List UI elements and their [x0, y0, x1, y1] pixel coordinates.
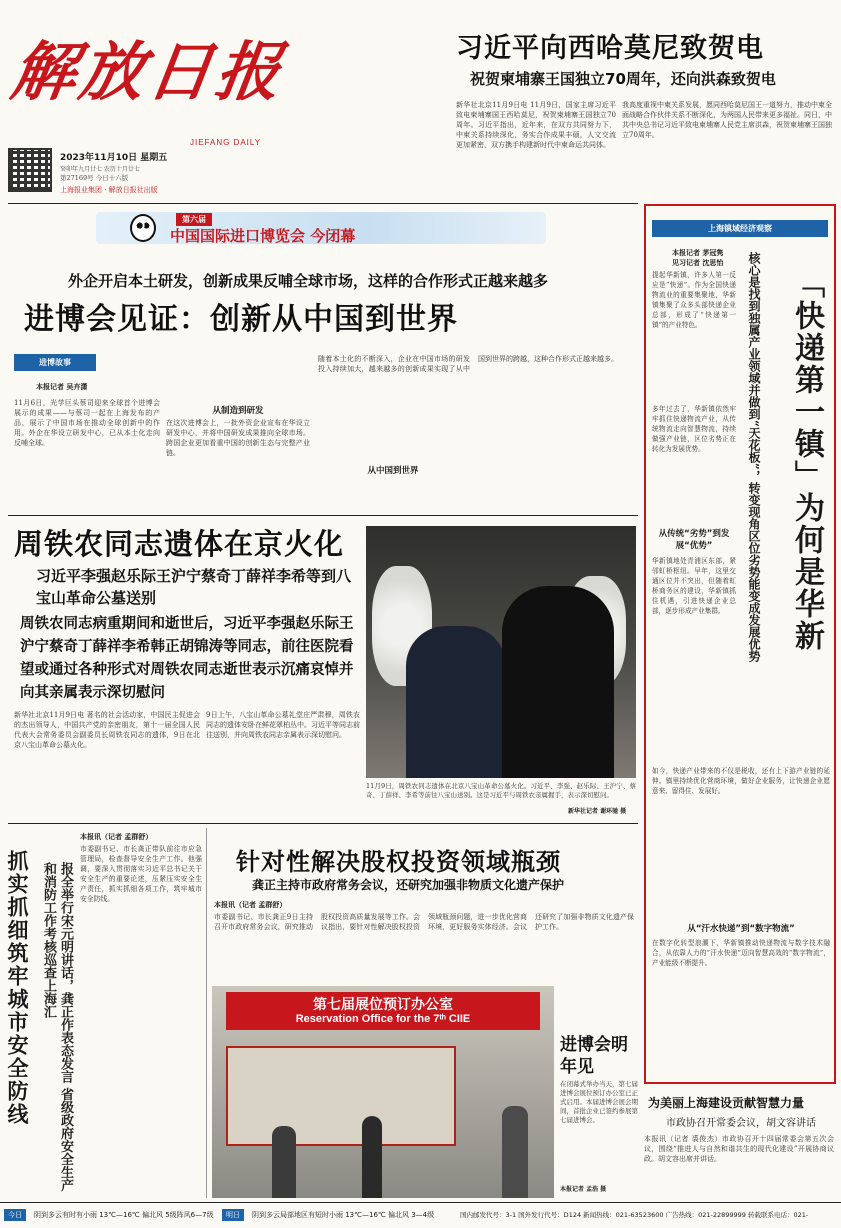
- policy-byline: 本报讯（记者 孟群舒）: [214, 901, 287, 909]
- visitor-figure: [362, 1116, 382, 1198]
- feature-sub2: 从“汗水快递”到“数字物流”: [687, 924, 795, 934]
- reservation-sign: [226, 992, 540, 1030]
- sign-text-en: Reservation Office for the 7ᵗʰ CIIE: [295, 1013, 471, 1025]
- masthead-pinyin: JIEFANG DAILY: [190, 138, 262, 147]
- ciie-banner: [96, 212, 546, 244]
- ciie-headline: 进博会见证：创新从中国到世界: [24, 302, 458, 337]
- masthead-title: 解放日报: [6, 35, 290, 110]
- lead-headline: 习近平向西哈莫尼致贺电: [456, 33, 764, 64]
- masthead: [8, 8, 326, 200]
- feature-tag: 上海镇域经济观察: [652, 220, 828, 237]
- reservation-office-photo: [212, 986, 554, 1198]
- ciie-sub1: 从制造到研发: [212, 406, 264, 416]
- feature-sub1: 从传统“劣势”到发展“优势”: [658, 529, 730, 551]
- footer: [0, 1204, 841, 1226]
- zhou-text2: 9日上午，八宝山革命公墓礼堂庄严肃穆，周铁农同志的遗体安卧在鲜花翠柏丛中。习近平等同志前往送别，并向周铁农同志亲属表示深切慰问。: [206, 711, 360, 739]
- issue-line: 第27169号 今日十六版: [60, 174, 129, 182]
- policy-headline: 针对性解决股权投资领域瓶颈: [236, 848, 561, 876]
- lead-col1: 新华社北京11月9日电 11月9日，国家主席习近平致电柬埔寨国王西哈莫尼，祝贺柬埔寨王国独立70周年。习近平指出，近年来，在双方共同努力下，中柬关系持续深化，务实合作成果丰硕，人文交流更加紧密，双方携手构建新时代中柬命运共同体。: [456, 101, 616, 149]
- ba-subhead: 市政协召开常委会议，胡文容讲话: [666, 1118, 816, 1129]
- booth-structure: [226, 1046, 456, 1146]
- gc-byline: 本报讯（记者 孟群舒）: [80, 833, 153, 841]
- ciie-tag: 进博故事: [14, 354, 96, 371]
- footer-info: 国内邮发代号：3-1 国外发行代号：D124 新闻热线：021-63523600 广告热线：021-22899999 转载联系电话：021-: [460, 1211, 809, 1219]
- policy-text: 市委副书记、市长龚正9日主持召开市政府常务会议，研究推动股权投资高质量发展等工作。会议指出，要针对性解决股权投资领域瓶颈问题，进一步优化营商环境，更好服务实体经济。会议还研究了加强非物质文化遗产保护工作。: [214, 913, 634, 931]
- ba-text: 本报讯（记者 裘俊杰）市政协召开十四届常委会第五次会议，围绕“推进人与自然和谐共生的现代化建设”开展协商议政。胡文容出席并讲话。: [644, 1135, 834, 1163]
- footer-weather-tomorrow: 阴到多云局部地区有短时小雨 13℃—16℃ 偏北风 3—4级: [252, 1211, 435, 1219]
- sign-text-cn: 第七届展位预订办公室: [313, 997, 453, 1013]
- policy-subhead: 龚正主持市政府常务会议，还研究加强非物质文化遗产保护: [252, 878, 565, 892]
- ciie-byline: 本报记者 吴卉潇: [36, 383, 88, 391]
- ciie-sub2: 从中国到世界: [367, 466, 419, 476]
- zhou-text1: 新华社北京11月9日电 著名的社会活动家，中国民主促进会的杰出领导人，中国共产党的亲密朋友，第十一届全国人民代表大会常务委员会副委员长周铁农同志的遗体，9日在北京八宝山革命公墓火化。: [14, 711, 200, 749]
- gc-headline: 抓实抓细筑牢城市安全防线: [5, 850, 29, 1126]
- next-text: 在闭幕式举办当天，第七届进博会展位预订办公室已正式启用。本届进博会展会期间，首批企业已签约参展第七届进博会。: [560, 1080, 638, 1124]
- feature-text5: 在数字化转型浪潮下，华新镇推动快递物流与数字技术融合，从依靠人力的“汗水快递”迈向智慧高效的“数字物流”，产业能级不断提升。: [652, 939, 830, 967]
- ciie-text3: 随着本土化的不断深入，企业在中国市场的研发投入持续加大，越来越多的创新成果实现了从中国到世界的跨越，这种合作形式正越来越多。: [318, 355, 618, 373]
- ciie-kicker: 外企开启本土研发，创新成果反哺全球市场，这样的合作形式正越来越多: [68, 272, 549, 290]
- feature-text4: 如今，快递产业带来的不仅是税收，还有上下游产业链的延伸。镇里持续优化营商环境，做好企业服务，让快递企业愿意来、留得住、发展好。: [652, 767, 830, 795]
- issue-weekday: 星期五: [140, 153, 168, 163]
- feature-text1: 提起华新镇，许多人第一反应是“快递”。作为全国快递物流业的重要集聚地，华新镇集聚了众多头部快递企业总部，形成了“快递第一镇”的产业特色。: [652, 271, 736, 329]
- lead-col2: 我高度重视中柬关系发展，愿同西哈莫尼国王一道努力，推动中柬全面战略合作伙伴关系不断深化，为两国人民带来更多福祉。同日，中共中央总书记习近平致电柬埔寨人民党主席洪森，祝贺柬埔寨王国独立70周年。: [622, 101, 832, 139]
- publisher-line: 上海报业集团 · 解放日报社出版: [60, 186, 158, 194]
- ciie-banner-text: 中国国际进口博览会 今闭幕: [170, 227, 356, 245]
- lunar-line: 癸卯年九月廿七 农历十月廿七: [60, 166, 140, 173]
- visitor-figure: [272, 1126, 296, 1198]
- visitor-figure: [502, 1106, 528, 1198]
- lead-subhead: 祝贺柬埔寨王国独立70周年，还向洪森致贺电: [470, 70, 776, 88]
- zhou-photo-credit: 新华社记者 谢环驰 摄: [568, 808, 627, 815]
- ciie-text1: 11月6日，光学巨头蔡司迎来全球首个进博会展示的成果——与蔡司一起在上海发布的产品，展示了中国市场在推动全球创新中的作用。外企在华设立研发中心，已从本土化走向反哺全球。: [14, 399, 160, 447]
- ba-headline: 为美丽上海建设贡献智慧力量: [648, 1096, 805, 1110]
- leader-figure: [502, 586, 614, 778]
- zhou-caption: 11月9日，周铁农同志遗体在北京八宝山革命公墓火化。习近平、李强、赵乐际、王沪宁、蔡奇、丁薛祥、李希等前往八宝山送别。这是习近平与周铁农亲属握手，表示深切慰问。: [366, 782, 636, 799]
- zhou-subhead: 习近平李强赵乐际王沪宁蔡奇丁薛祥李希等到八宝山革命公墓送别: [36, 567, 352, 607]
- feature-headline: 「快递第一镇」为何是华新: [789, 268, 824, 652]
- zhou-photo: [366, 526, 636, 778]
- gc-deck: 报全举行宋元明讲话，龚正作表态发言 省级政府安全生产和消防工作考核巡查上海汇: [41, 862, 73, 1192]
- panda-mascot-icon: [130, 214, 156, 242]
- feature-byline1: 本报记者 茅冠隽: [672, 249, 724, 257]
- footer-weather-today: 阴到多云有时有小雨 13℃—16℃ 偏北风 5级阵风6—7级: [34, 1211, 214, 1219]
- mourner-figure: [406, 626, 506, 778]
- ciie-text2: 在这次进博会上，一批外资企业宣布在华设立研发中心，并将中国研发成果推向全球市场。跨国企业更加看重中国的创新生态与完整产业链。: [166, 419, 310, 457]
- feature-text3: 华新镇地处青浦区东部，紧邻虹桥枢纽。早年，这里交通区位并不突出，但随着虹桥商务区的建设，华新镇抓住机遇，引进快递企业总部，逐步形成产业集群。: [652, 557, 736, 615]
- zhou-deck: 周铁农同志病重期间和逝世后，习近平李强赵乐际王沪宁蔡奇丁薛祥李希韩正胡锦涛等同志，前往医院看望或通过各种形式对周铁农同志逝世表示沉痛哀悼并向其亲属表示深切慰问: [20, 615, 354, 701]
- next-byline: 本报记者 孟浩 摄: [560, 1186, 607, 1193]
- feature-deck: 核心是找到独属产业领域并做到“天花板”，转变现角区位劣势能变成发展优势: [747, 252, 761, 662]
- feature-box: [644, 204, 836, 1084]
- feature-byline2: 见习记者 沈思怡: [672, 259, 724, 267]
- issue-date: 2023年11月10日: [60, 153, 138, 163]
- gc-text: 市委副书记、市长龚正带队前往市应急管理局，检查督导安全生产工作。他强调，要深入贯彻落实习近平总书记关于安全生产的重要论述，压紧压实安全生产责任，抓实抓细各项工作，筑牢城市安全防线。: [80, 845, 202, 903]
- ciie-banner-edition: 第六届: [176, 213, 212, 226]
- zhou-headline: 周铁农同志遗体在京火化: [14, 527, 345, 561]
- footer-today-label: 今日: [4, 1209, 26, 1221]
- footer-tomorrow-label: 明日: [222, 1209, 244, 1221]
- next-headline: 进博会明年见: [560, 1035, 628, 1077]
- qr-code-icon: [8, 148, 52, 192]
- feature-text2: 多年过去了，华新镇依然牢牢抓住快递物流产业，从传统物流走向智慧物流，持续做强产业链，区位劣势正在转化为发展优势。: [652, 405, 736, 453]
